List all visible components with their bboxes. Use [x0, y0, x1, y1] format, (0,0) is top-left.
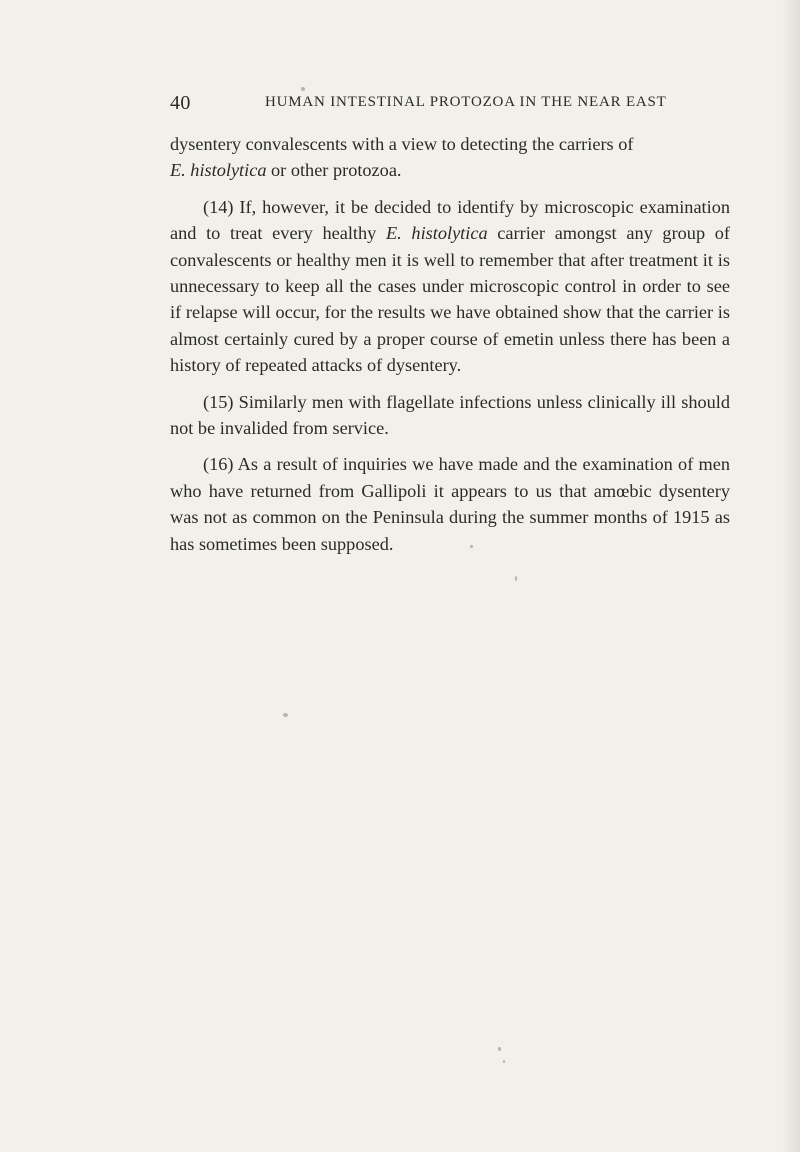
page-number: 40 [170, 92, 191, 114]
page-header [170, 92, 730, 120]
paper-speck [283, 713, 288, 717]
paragraph-continuation [170, 131, 730, 184]
paper-speck [301, 87, 305, 91]
paper-speck [470, 545, 473, 548]
paragraph-15: (15) Similarly men with flagellate infections unless clinically ill should not be invalided from service. [170, 391, 730, 439]
running-head: HUMAN INTESTINAL PROTOZOA IN THE NEAR EAST [265, 94, 667, 110]
page-edge-shadow [782, 0, 800, 1152]
paragraph-line: or other protozoa. [266, 160, 402, 181]
paper-speck [498, 1047, 501, 1051]
paper-speck [503, 1060, 505, 1063]
paragraph-14 [170, 194, 730, 379]
paragraph-text: (14) If, however, it be decided to identify by microscopic examination and to treat every healthy [170, 196, 730, 244]
species-name: E. histolytica [386, 223, 488, 244]
body-text [170, 131, 730, 567]
paragraph-16: (16) As a result of inquiries we have made and the examination of men who have returned from Gallipoli it appears to us that amœbic dysentery was not as common on the Peninsula during the summer months of 1915 as has sometimes been supposed. [170, 454, 730, 554]
species-name: E. histolytica [170, 160, 267, 181]
paper-speck [515, 576, 517, 581]
paragraph-text: carrier amongst any group of convalescents or healthy men it is well to remember that after treatment it is unnecessary to keep all the cases under microscopic control in order to see if relapse will occur, for the results we have obtained show that the carrier is almost certainly cured by a proper course of emetin unless there has been a history of repeated attacks of dysentery. [170, 223, 731, 376]
paragraph-line: dysentery convalescents with a view to detecting the carriers of [170, 134, 634, 154]
